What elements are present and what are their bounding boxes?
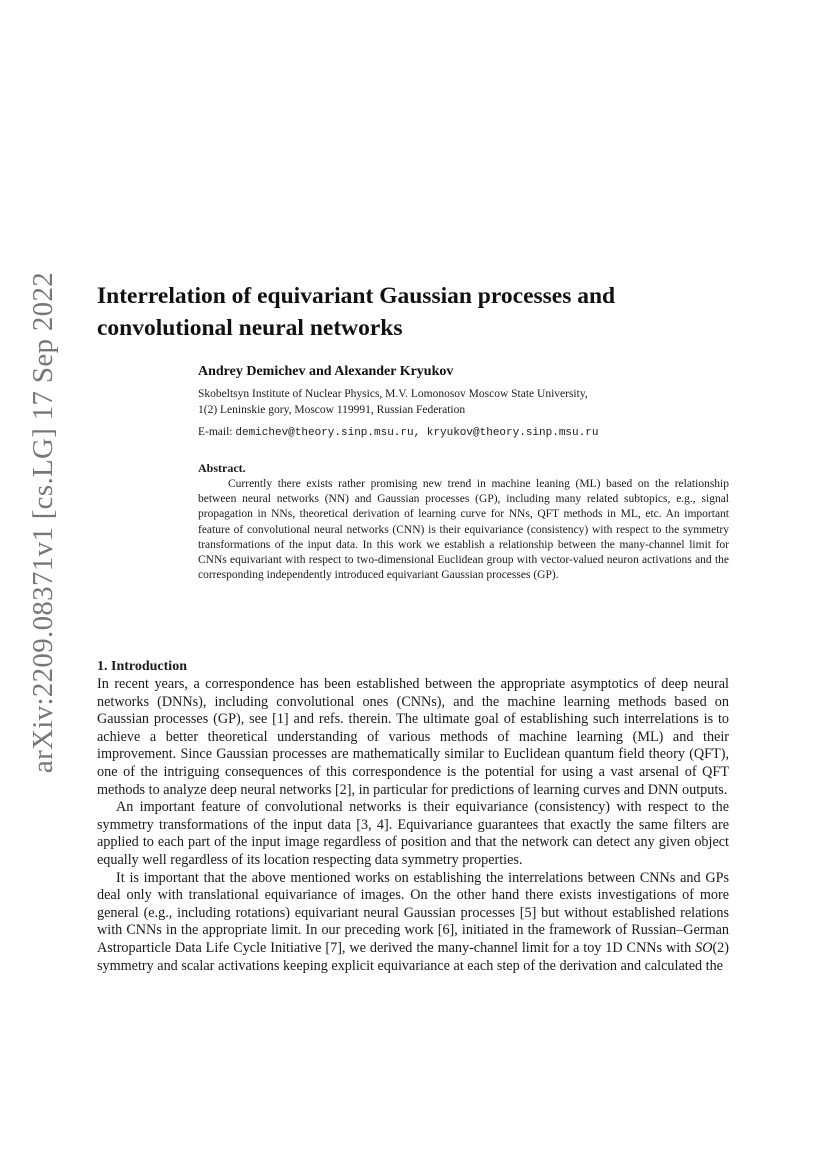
intro-paragraph-3-text-a: It is important that the above mentioned works on establishing the interrelations between CNNs and GPs deal only with translational equivariance of images. On the other hand there exists investigations of more general (e.g., including rotations) equivariant neural Gaussian processes [5] but without established relations with CNNs in the appropriate limit. In our preceding work [6], initiated in the framework of Russian–German Astroparticle Data Life Cycle Initiative [7], we derived the many-channel limit for a toy 1D CNNs with xyxy=(97,869,729,956)
symmetry-group-argument: (2) xyxy=(712,939,729,956)
affiliation-line-2: 1(2) Leninskie gory, Moscow 119991, Russian Federation xyxy=(198,403,466,416)
author-list: Andrey Demichev and Alexander Kryukov xyxy=(198,364,454,379)
email-addresses: demichev@theory.sinp.msu.ru, kryukov@theory.sinp.msu.ru xyxy=(235,427,599,439)
abstract-heading: Abstract. xyxy=(198,461,246,475)
paper-title: Interrelation of equivariant Gaussian processes and convolutional neural networks xyxy=(97,283,616,341)
intro-paragraph-3-text-b: symmetry and scalar activations keeping explicit equivariance at each step of the derivation and calculated the xyxy=(97,957,723,974)
abstract-block xyxy=(198,461,729,583)
affiliation xyxy=(198,387,698,418)
email-label: E-mail: xyxy=(198,426,236,438)
section-heading-introduction: 1. Introduction xyxy=(97,659,187,674)
arxiv-identifier-stamp xyxy=(6,271,82,773)
intro-paragraph-1: In recent years, a correspondence has been established between the appropriate asymptotics of deep neural networks (DNNs), including convolutional ones (CNNs), and the machine learning methods based on Gaussian processes (GP), see [1] and refs. therein. The ultimate goal of establishing such interrelations is to achieve a better theoretical understanding of various methods of machine learning (ML) and their improvement. Since Gaussian processes are mathematically similar to Euclidean quantum field theory (QFT), one of the intriguing consequences of this correspondence is the potential for using a vast arsenal of QFT methods to analyze deep neural networks [2], in particular for predictions of learning curves and DNN outputs. xyxy=(97,676,729,798)
intro-paragraph-2: An important feature of convolutional networks is their equivariance (consistency) with respect to the symmetry transformations of the input data [3, 4]. Equivariance guarantees that exactly the same filters are applied to each part of the input image regardless of position and that the network can detect any given object equally well regardless of its location respecting data symmetry properties. xyxy=(97,799,729,868)
introduction-section xyxy=(97,659,729,975)
email-line xyxy=(198,426,598,439)
arxiv-identifier-text: arXiv:2209.08371v1 [cs.LG] 17 Sep 2022 xyxy=(27,271,60,773)
intro-paragraph-3 xyxy=(97,870,729,976)
affiliation-line-1: Skobeltsyn Institute of Nuclear Physics, M.V. Lomonosov Moscow State University, xyxy=(198,388,588,400)
symmetry-group-so: SO xyxy=(695,939,713,956)
abstract-text: Currently there exists rather promising new trend in machine leaning (ML) based on the relationship between neural networks (NN) and Gaussian processes (GP), including many related subtopics, e.g., signal propagation in NNs, theoretical derivation of learning curve for NNs, QFT methods in ML, etc. An important feature of convolutional neural networks (CNN) is their equivariance (consistency) with respect to the symmetry transformations of the input data. In this work we establish a relationship between the many-channel limit for CNNs equivariant with respect to two-dimensional Euclidean group with vector-valued neuron activations and the corresponding independently introduced equivariant Gaussian processes (GP). xyxy=(198,478,729,582)
